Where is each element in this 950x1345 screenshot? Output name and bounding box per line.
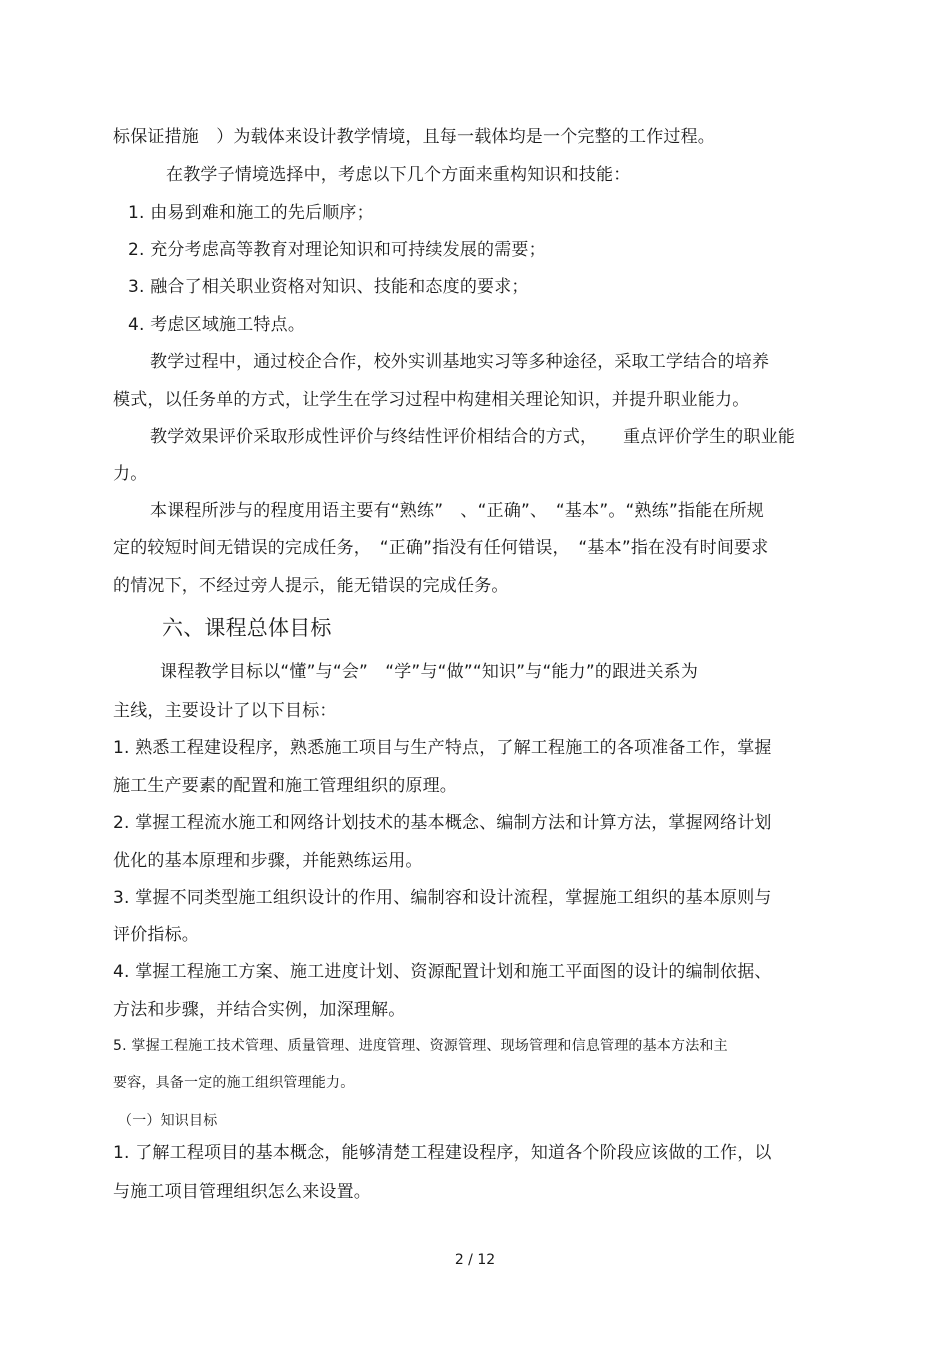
page-number: 2 / 12 xyxy=(454,1252,496,1268)
paragraph-line: 定的较短时间无错误的完成任务， “正确”指没有任何错误， “基本”指在没有时间要求 xyxy=(113,538,769,558)
list-item-continued: 施工生产要素的配置和施工管理组织的原理。 xyxy=(113,776,457,796)
list-item: 4. 掌握工程施工方案、施工进度计划、资源配置计划和施工平面图的设计的编制依据、 xyxy=(113,962,772,982)
paragraph-line: 模式，以任务单的方式，让学生在学习过程中构建相关理论知识，并提升职业能力。 xyxy=(113,390,750,410)
paragraph-line: 的情况下，不经过旁人提示，能无错误的完成任务。 xyxy=(113,576,509,596)
section-heading: 六、课程总体目标 xyxy=(162,616,332,640)
list-item: 1. 由易到难和施工的先后顺序； xyxy=(128,203,374,223)
paragraph-line: 教学效果评价采取形成性评价与终结性评价相结合的方式， 重点评价学生的职业能 xyxy=(150,427,796,447)
list-item: 1. 了解工程项目的基本概念，能够清楚工程建设程序，知道各个阶段应该做的工作，以 xyxy=(113,1143,772,1163)
list-item-continued: 优化的基本原理和步骤，并能熟练运用。 xyxy=(113,851,423,871)
list-item-continued: 方法和步骤，并结合实例，加深理解。 xyxy=(113,1000,406,1020)
paragraph-line: 力。 xyxy=(113,464,148,484)
list-item-continued: 要容，具备一定的施工组织管理能力。 xyxy=(113,1075,355,1091)
list-item: 3. 掌握不同类型施工组织设计的作用、编制容和设计流程，掌握施工组织的基本原则与 xyxy=(113,888,772,908)
list-item: 4. 考虑区域施工特点。 xyxy=(128,315,306,335)
paragraph-line: 本课程所涉与的程度用语主要有“熟练” 、“正确”、 “基本”。“熟练”指能在所规 xyxy=(150,501,764,521)
paragraph-line: 课程教学目标以“懂”与“会” “学”与“做”“知识”与“能力”的跟进关系为 xyxy=(160,662,699,682)
list-item: 1. 熟悉工程建设程序，熟悉施工项目与生产特点，了解工程施工的各项准备工作，掌握 xyxy=(113,738,772,758)
list-item: 3. 融合了相关职业资格对知识、技能和态度的要求； xyxy=(128,277,529,297)
paragraph-line: 在教学子情境选择中，考虑以下几个方面来重构知识和技能： xyxy=(166,165,631,185)
paragraph-line: 主线，主要设计了以下目标： xyxy=(113,701,337,721)
list-item: 2. 充分考虑高等教育对理论知识和可持续发展的需要； xyxy=(128,240,546,260)
subsection-heading: （一）知识目标 xyxy=(118,1113,218,1129)
list-item-continued: 评价指标。 xyxy=(113,925,199,945)
list-item-continued: 与施工项目管理组织怎么来设置。 xyxy=(113,1182,371,1202)
list-item: 2. 掌握工程流水施工和网络计划技术的基本概念、编制方法和计算方法，掌握网络计划 xyxy=(113,813,772,833)
paragraph-line: 教学过程中，通过校企合作，校外实训基地实习等多种途径，采取工学结合的培养 xyxy=(150,352,770,372)
list-item: 5. 掌握工程施工技术管理、质量管理、进度管理、资源管理、现场管理和信息管理的基本方法和主 xyxy=(113,1038,728,1054)
paragraph-line: 标保证措施 ）为载体来设计教学情境，且每一载体均是一个完整的工作过程。 xyxy=(113,127,715,147)
